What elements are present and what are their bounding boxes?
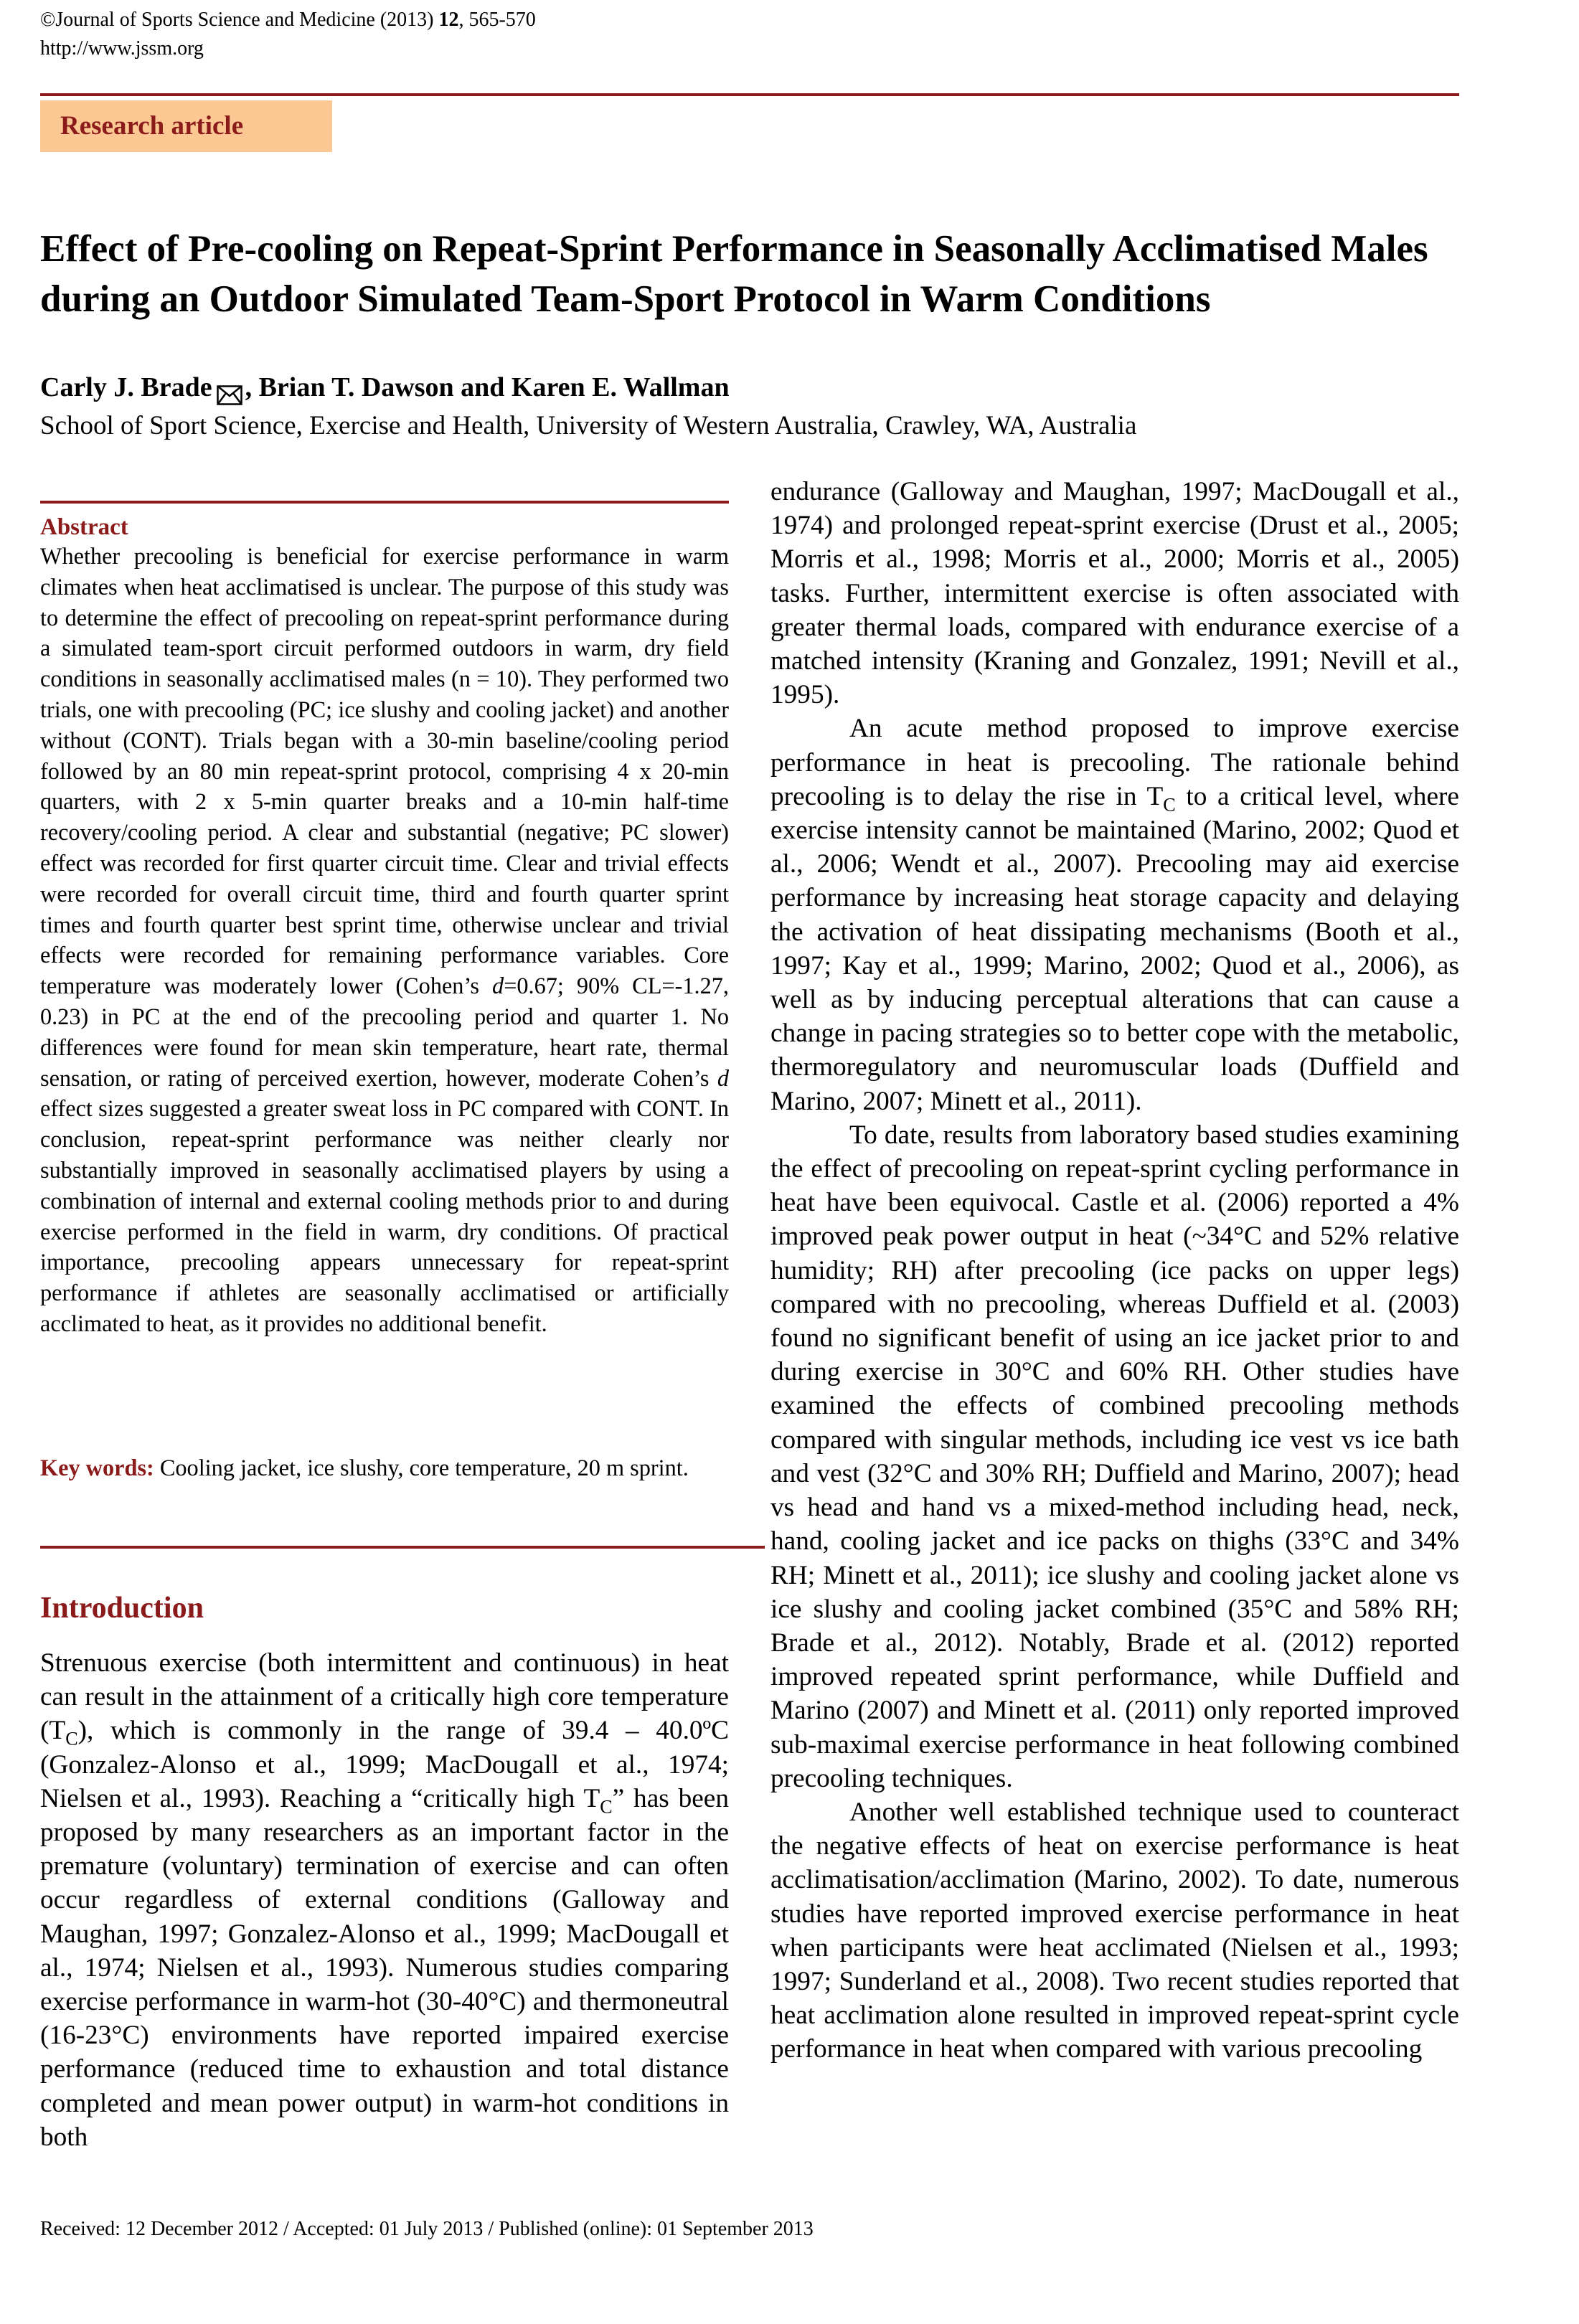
introduction-heading: Introduction <box>40 1592 204 1625</box>
intro-paragraph-4: Another well established technique used to counteract the negative effects of heat on exercise performance is heat acclimatisation/acclimation (Marino, 2002). To date, numerous studies have reported improved exercise performance in heat when participants were heat acclimated (Nielsen et al., 1993; 1997; Sunderland et al., 2008). Two recent studies reported that heat acclimation alone resulted in improved repeat-sprint cycle performance in heat when compared with various precooling <box>770 1797 1459 2064</box>
header-rule <box>40 93 1459 96</box>
abstract-heading: Abstract <box>40 514 128 540</box>
first-author: Carly J. Brade <box>40 372 212 402</box>
journal-citation: ©Journal of Sports Science and Medicine (2013) 12, 565-570 <box>40 9 536 31</box>
article-title: Effect of Pre-cooling on Repeat-Sprint Performance in Seasonally Acclimatised Males during an Outdoor Simulated Team-Sport Protocol in Warm Conditions <box>40 228 1428 320</box>
keywords <box>40 1452 729 1483</box>
intro-paragraph-2: An acute method proposed to improve exercise performance in heat is precooling. The rationale behind precooling is to delay the rise in $T_C$ to a critical level, where exercise intensity cannot be maintained (Marino, 2002; Quod et al., 2006; Wendt et al., 2007). Precooling may aid exercise performance by increasing heat storage capacity and delaying the activation of heat dissipating mechanisms (Booth et al., 1997; Kay et al., 1999; Marino, 2002; Quod et al., 2006), as well as by inducing perceptual alterations that can cause a change in pacing strategies so to better cope with the metabolic, thermoregulatory and neuromuscular loads (Duffield and Marino, 2007; Minett et al., 2011). <box>770 714 1459 1116</box>
publication-dates: Received: 12 December 2012 / Accepted: 01 July 2013 / Published (online): 01 September 2013 <box>40 2218 814 2240</box>
article-type-label: Research article <box>60 111 244 141</box>
abstract-text: Whether precooling is beneficial for exercise performance in warm climates when heat acclimatised is unclear. The purpose of this study was to determine the effect of precooling on repeat-sprint performance during a simulated team-sport circuit performed outdoors in warm, dry field conditions in seasonally acclimatised males (n = 10). They performed two trials, one with precooling (PC; ice slushy and cooling jacket) and another without (CONT). Trials began with a 30-min baseline/cooling period followed by an 80 min repeat-sprint protocol, comprising 4 x 20-min quarters, with 2 x 5-min quarter breaks and a 10-min half-time recovery/cooling period. A clear and substantial (negative; PC slower) effect was recorded for first quarter circuit time. Clear and trivial effects were recorded for overall circuit time, third and fourth quarter sprint times and fourth quarter best sprint time, otherwise unclear and trivial effects were recorded for remaining performance variables. Core temperature was moderately lower (Cohen’s d=0.67; 90% CL=-1.27, 0.23) in PC at the end of the precooling period and quarter 1. No differences were found for mean skin temperature, heart rate, thermal sensation, or rating of perceived exertion, however, moderate Cohen’s d effect sizes suggested a greater sweat loss in PC compared with CONT. In conclusion, repeat-sprint performance was neither clearly nor substantially improved in seasonally acclimatised players by using a combination of internal and external cooling methods prior to and during exercise performed in the field in warm, dry conditions. Of practical importance, precooling appears unnecessary for repeat-sprint performance if athletes are seasonally acclimatised or artificially acclimated to heat, as it provides no additional benefit. <box>40 543 729 1336</box>
envelope-icon[interactable] <box>217 377 242 397</box>
intro-paragraph-1-continued: endurance (Galloway and Maughan, 1997; MacDougall et al., 1974) and prolonged repeat-sprint exercise (Drust et al., 2005; Morris et al., 1998; Morris et al., 2000; Morris et al., 2005) tasks. Further, intermittent exercise is often associated with greater thermal loads, compared with endurance exercise of a matched intensity (Kraning and Gonzalez, 1991; Nevill et al., 1995). <box>770 477 1459 710</box>
abstract-body <box>40 541 729 1339</box>
keywords-list: Cooling jacket, ice slushy, core temperature, 20 m sprint. <box>154 1455 689 1480</box>
intro-paragraph-3: To date, results from laboratory based studies examining the effect of precooling on repeat-sprint cycling performance in heat have been equivocal. Castle et al. (2006) reported a 4% improved peak power output in heat (~34°C and 52% relative humidity; RH) after precooling (ice packs on upper legs) compared with no precooling, whereas Duffield et al. (2003) found no significant benefit of using an ice jacket prior to and during exercise in 30°C and 60% RH. Other studies have examined the effects of combined precooling methods compared with singular methods, including ice vest vs ice bath and vest (32°C and 30% RH; Duffield and Marino, 2007); head vs head and hand vs a mixed-method including head, neck, hand, cooling jacket and ice packs on thighs (33°C and 34% RH; Minett et al., 2011); ice slushy and cooling jacket alone vs ice slushy and cooling jacket combined (35°C and 58% RH; Brade et al., 2012). Notably, Brade et al. (2012) reported improved repeated sprint performance, while Duffield and Marino (2007) and Minett et al. (2011) only reported improved sub-maximal exercise performance in heat following combined precooling techniques. <box>770 1120 1459 1793</box>
right-column <box>770 475 1459 2066</box>
co-authors: , Brian T. Dawson and Karen E. Wallman <box>245 372 730 402</box>
intro-paragraph-1: Strenuous exercise (both intermittent and continuous) in heat can result in the attainment of a critically high core temperature $(T_C)$, which is commonly in the range of 39.4 – 40.0ºC (Gonzalez-Alonso et al., 1999; MacDougall et al., 1974; Nielsen et al., 1993). Reaching a “critically high $T_C$” has been proposed by many researchers as an important factor in the premature (voluntary) termination of exercise and can often occur regardless of external conditions (Galloway and Maughan, 1997; Gonzalez-Alonso et al., 1999; MacDougall et al., 1974; Nielsen et al., 1993). Numerous studies comparing exercise performance in warm-hot (30-40°C) and thermoneutral (16-23°C) environments have reported impaired exercise performance (reduced time to exhaustion and total distance completed and mean power output) in warm-hot conditions in both <box>40 1648 729 2152</box>
affiliation: School of Sport Science, Exercise and Health, University of Western Australia, Crawley, WA, Australia <box>40 411 1137 440</box>
abstract-top-rule <box>40 501 729 504</box>
abstract-bottom-rule <box>40 1546 765 1549</box>
introduction-left-column <box>40 1646 729 2154</box>
keywords-label: Key words: <box>40 1455 154 1480</box>
journal-url[interactable]: http://www.jssm.org <box>40 37 204 60</box>
author-list <box>40 368 730 407</box>
